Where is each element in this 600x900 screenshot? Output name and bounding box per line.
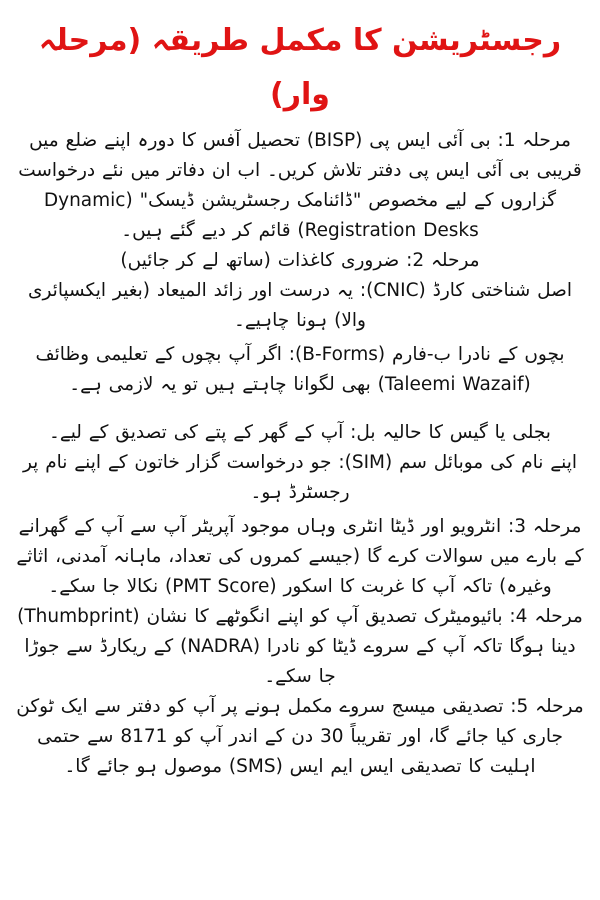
utility-bill-requirement: بجلی یا گیس کا حالیہ بل: آپ کے گھر کے پتے کی تصدیق کے لیے۔ xyxy=(49,422,551,443)
step-4-paragraph: مرحلہ 4: بائیومیٹرک تصدیق آپ کو اپنے انگوٹھے کا نشان (Thumbprint) دینا ہوگا تاکہ آپ کے سروے ڈیٹا کو نادرا (NADRA) کے ریکارڈ سے جوڑا جا سکے۔ xyxy=(17,606,583,687)
cnic-requirement: اصل شناختی کارڈ (CNIC): یہ درست اور زائد المیعاد (بغیر ایکسپائری والا) ہونا چاہیے۔ xyxy=(27,280,573,331)
bform-requirement: بچوں کے نادرا ب-فارم (B-Forms): اگر آپ بچوں کے تعلیمی وظائف (Taleemi Wazaif) بھی لگوانا چاہتے ہیں تو یہ لازمی ہے۔ xyxy=(35,344,565,395)
article-title: رجسٹریشن کا مکمل طریقہ (مرحلہ وار) xyxy=(38,23,562,112)
step-5-paragraph: مرحلہ 5: تصدیقی میسج سروے مکمل ہونے پر آپ کو دفتر سے ایک ٹوکن جاری کیا جائے گا، اور تقریباً 30 دن کے اندر آپ کو 8171 سے حتمی اہلیت کا تصدیقی ایس ایم ایس (SMS) موصول ہو جائے گا۔ xyxy=(16,696,584,777)
sim-requirement: اپنے نام کی موبائل سم (SIM): جو درخواست گزار خاتون کے اپنے نام پر رجسٹرڈ ہو۔ xyxy=(22,452,578,503)
spacer xyxy=(16,400,584,418)
step-1-paragraph: مرحلہ 1: بی آئی ایس پی (BISP) تحصیل آفس کا دورہ اپنے ضلع میں قریبی بی آئی ایس پی دفتر تلاش کریں۔ اب ان دفاتر میں نئے درخواست گزاروں کے لیے مخصوص "ڈائنامک رجسٹریشن ڈیسک" (Dynamic Registration Desks) قائم کر دیے گئے ہیں۔ xyxy=(18,130,582,241)
step-2-heading: مرحلہ 2: ضروری کاغذات (ساتھ لے کر جائیں) xyxy=(120,250,480,271)
step-3-paragraph: مرحلہ 3: انٹرویو اور ڈیٹا انٹری وہاں موجود آپریٹر آپ سے آپ کے گھرانے کے بارے میں سوالات کرے گا (جیسے کمروں کی تعداد، ماہانہ آمدنی، اثاثے وغیرہ) تاکہ آپ کا غربت کا اسکور (PMT Score) نکالا جا سکے۔ xyxy=(16,516,584,597)
